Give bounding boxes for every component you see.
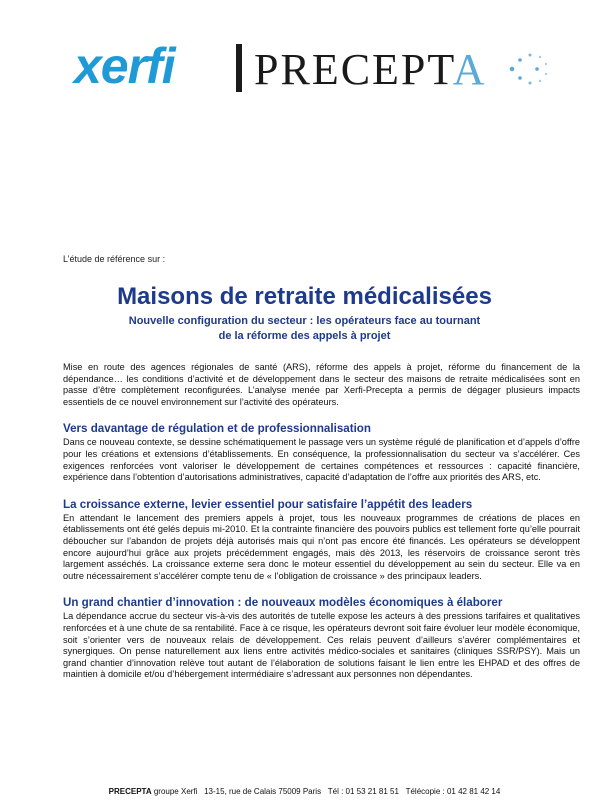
logo-precepta-main: PRECEPT bbox=[254, 45, 453, 94]
page-subtitle bbox=[0, 314, 609, 344]
logo-precepta bbox=[254, 40, 487, 100]
section-heading-innovation: Un grand chantier d’innovation : de nouveaux modèles économiques à élaborer bbox=[63, 596, 503, 610]
xerfi-precepta-logo bbox=[74, 38, 554, 98]
page-footer bbox=[0, 787, 609, 796]
subtitle-line-1: Nouvelle configuration du secteur : les opérateurs face au tournant bbox=[128, 315, 481, 327]
section-text-external-growth: En attendant le lancement des premiers appels à projet, tous les nouveaux programmes de créations de places en établissements ont été gelés depuis mi-2010. Et la contrainte financière des pouvoirs publics est tellement forte qu’elle pourrait déboucher sur l’abandon de projets déjà autorisés mais qui n’ont pas encore été financés. Les opérateurs se développent encore aujourd’hui grâce aux projets précédemment engagés, mais dès 2013, les réservoirs de croissance seront très largement asséchés. La croissance externe sera donc le moteur essentiel du développement au sein du secteur. Elle va en outre nécessairement s’accélérer compte tenu de « l’obligation de croissance » des principaux leaders. bbox=[63, 512, 580, 581]
section-text-innovation: La dépendance accrue du secteur vis-à-vis des autorités de tutelle expose les acteurs à des pressions tarifaires et qualitatives renforcées et à une chute de sa rentabilité. Face à ce risque, les opérateurs devront soit faire évoluer leur modèle économique, soit s’orienter vers de nouveaux relais de développement. Ces relais peuvent d’ailleurs s’avérer complémentaires et synergiques. On pense naturellement aux liens entre activités médico-sociales et sanitaires (cliniques SSR/PSY). Mais un grand chantier d’innovation relève tout autant de l’élaboration de solutions faisant le lien entre les EHPAD et des offres de maintien à domicile et/ou d’hébergement intermédiaire s’adressant aux personnes non dépendantes. bbox=[63, 611, 580, 680]
subtitle-line-2: de la réforme des appels à projet bbox=[218, 330, 391, 342]
section-heading-regulation: Vers davantage de régulation et de professionnalisation bbox=[63, 422, 371, 436]
logo-xerfi: xerfi bbox=[74, 38, 175, 94]
footer-fax: Télécopie : 01 42 81 42 14 bbox=[405, 787, 501, 796]
section-heading-external-growth: La croissance externe, levier essentiel pour satisfaire l’appétit des leaders bbox=[63, 497, 473, 511]
document-body bbox=[63, 362, 580, 681]
logo-divider bbox=[236, 44, 242, 92]
footer-address: 13-15, rue de Calais 75009 Paris bbox=[204, 787, 322, 796]
footer-phone: Tél : 01 53 21 81 51 bbox=[327, 787, 399, 796]
footer-group: groupe Xerfi bbox=[153, 787, 198, 796]
logo-dots-icon bbox=[504, 42, 554, 98]
page-title: Maisons de retraite médicalisées bbox=[117, 283, 492, 310]
section-text-regulation: Dans ce nouveau contexte, se dessine schématiquement le passage vers un système régulé de planification et d’appels d’offre pour les créations et extensions d’établissements. En conséquence, la professionnalisation du secteur va s’accélérer. Ces exigences renforcées vont valoriser le développement de certaines compétences et ressources : capacité financière, expérience dans l’obtention d’autorisations administratives, capacité d’adaptation de l’offre aux priorités des ARS, etc. bbox=[63, 437, 580, 483]
intro-paragraph: Mise en route des agences régionales de santé (ARS), réforme des appels à projet, réforme du financement de la dépendance… les conditions d’activité et de développement dans le secteur des maisons de retraite médicalisées sont en passe d’être complètement reconfigurées. L’analyse menée par Xerfi-Precepta a permis de dégager plusieurs impacts essentiels de ce nouvel environnement sur l’activité des opérateurs. bbox=[63, 362, 580, 407]
intro-label: L’étude de référence sur : bbox=[63, 254, 166, 264]
logo-precepta-last: A bbox=[452, 45, 487, 94]
footer-brand: PRECEPTA bbox=[108, 787, 152, 796]
